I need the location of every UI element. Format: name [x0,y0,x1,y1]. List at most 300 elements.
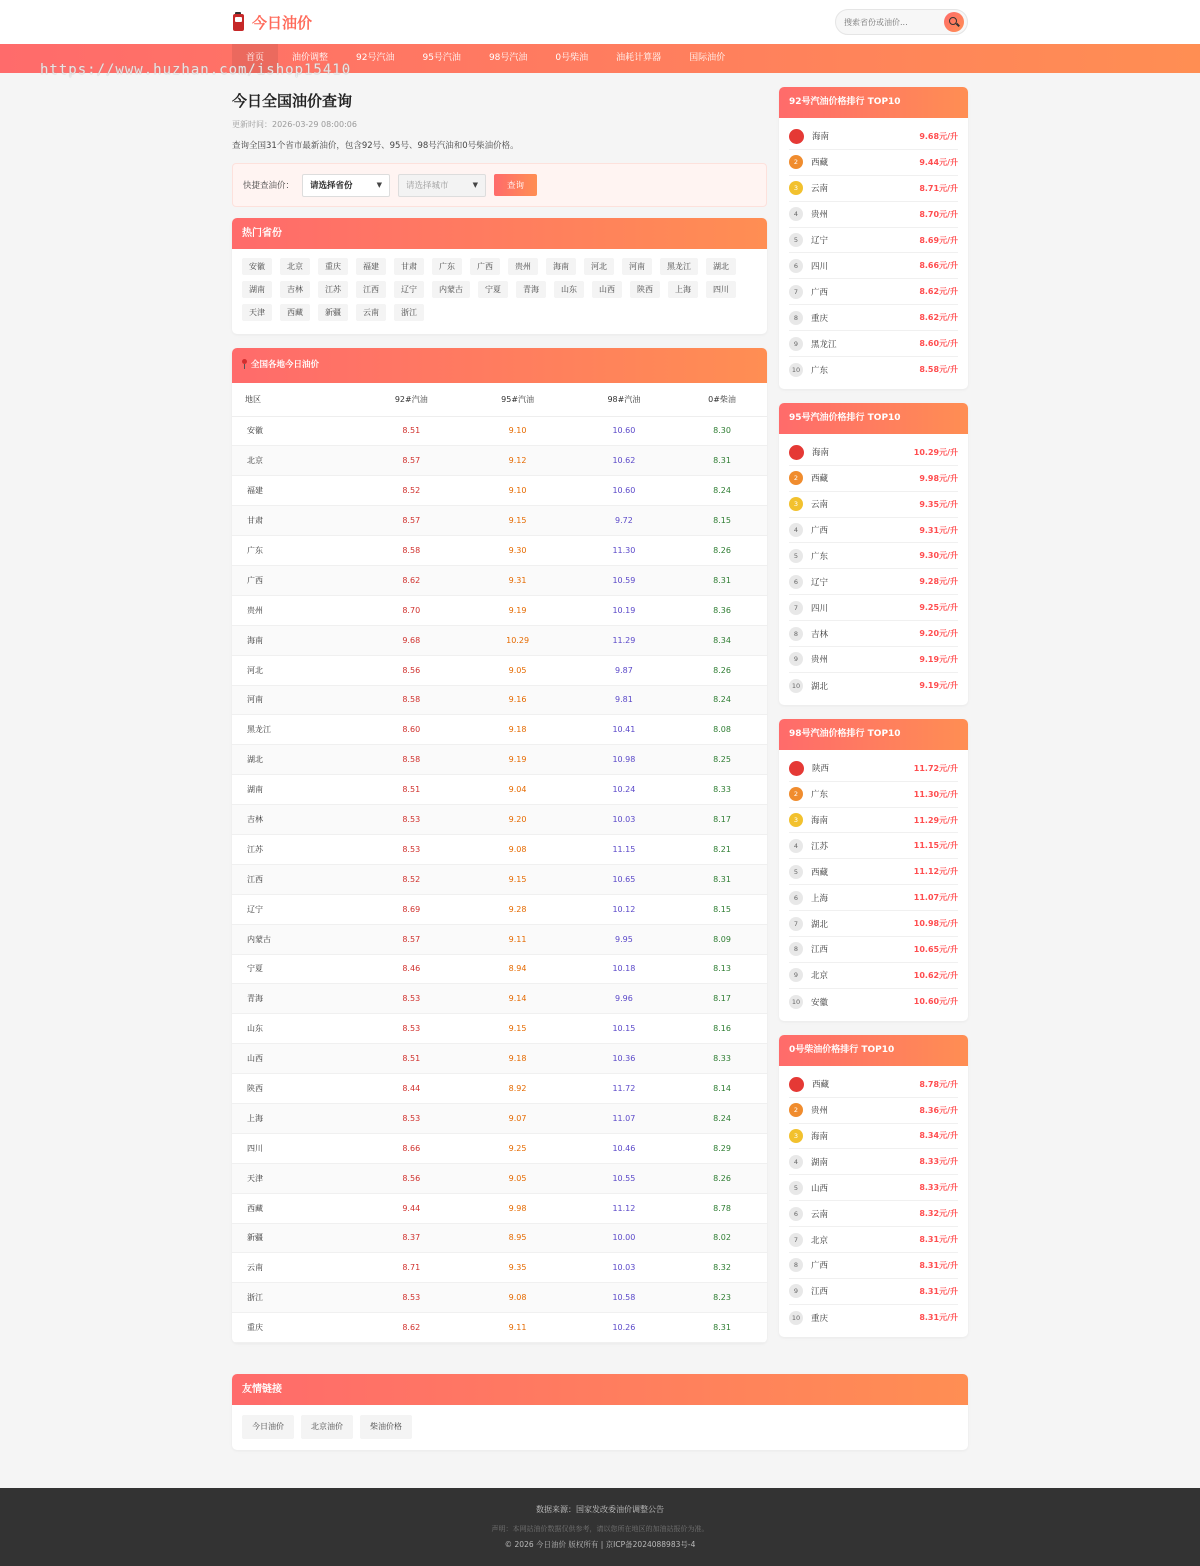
rank-province: 山西 [811,1183,829,1194]
price-0-cell: 8.29 [677,1133,767,1163]
rank-number: 4 [789,1155,803,1169]
rank-price: 8.71元/升 [919,183,958,193]
rank-province: 北京 [811,971,829,982]
province-tag[interactable]: 青海 [516,281,546,298]
table-row [232,446,767,476]
price-92-cell: 8.58 [358,685,464,715]
price-95-cell: 9.19 [464,595,570,625]
rank-province: 海南 [811,816,829,827]
price-95-cell: 8.95 [464,1223,570,1253]
search-box [835,9,968,35]
rank-price: 8.78元/升 [919,1079,958,1089]
ranking-item[interactable] [789,305,958,331]
ranking-item[interactable] [789,1227,958,1253]
friend-links-title: 友情链接 [232,1374,968,1405]
province-tag[interactable]: 辽宁 [394,281,424,298]
ranking-item[interactable] [789,808,958,834]
rank-number: 1 [789,445,804,460]
ranking-item[interactable] [789,1305,958,1331]
nav-item[interactable]: 国际油价 [689,53,726,63]
rank-number: 9 [789,968,803,982]
nav-item[interactable]: 95号汽油 [422,53,461,63]
price-0-cell: 8.17 [677,984,767,1014]
province-tag[interactable]: 北京 [280,258,310,275]
ranking-item[interactable] [789,1098,958,1124]
search-icon[interactable] [944,12,964,32]
friend-links-card [232,1374,968,1450]
ranking-item[interactable] [789,1279,958,1305]
rank-province: 四川 [811,261,829,272]
province-tag[interactable]: 新疆 [318,304,348,321]
column-header: 0#柴油 [677,383,767,416]
province-tag[interactable]: 内蒙古 [432,281,470,298]
price-92-cell: 8.53 [358,834,464,864]
rank-number: 1 [789,129,804,144]
rank-number: 8 [789,311,803,325]
region-cell: 江西 [232,864,358,894]
rank-price: 10.29元/升 [913,447,958,457]
rank-price: 11.07元/升 [913,893,958,903]
price-95-cell: 9.18 [464,1044,570,1074]
region-cell: 甘肃 [232,506,358,536]
price-92-cell: 8.44 [358,1074,464,1104]
price-95-cell: 9.11 [464,1313,570,1343]
rank-number: 5 [789,549,803,563]
price-98-cell: 10.60 [571,416,677,446]
rank-price: 11.30元/升 [913,789,958,799]
column-header: 98#汽油 [571,383,677,416]
price-92-cell: 8.53 [358,1103,464,1133]
price-95-cell: 9.14 [464,984,570,1014]
nav-item[interactable]: 首页 [232,44,278,73]
region-cell: 湖北 [232,745,358,775]
rank-province: 重庆 [811,313,829,324]
chevron-down-icon: ▼ [472,181,479,189]
rank-number: 3 [789,1129,803,1143]
region-cell: 四川 [232,1133,358,1163]
price-0-cell: 8.30 [677,416,767,446]
ranking-item[interactable] [789,466,958,492]
ranking-item[interactable] [789,279,958,305]
price-98-cell: 10.65 [571,864,677,894]
table-row [232,864,767,894]
price-98-cell: 9.96 [571,984,677,1014]
price-0-cell: 8.33 [677,1044,767,1074]
price-95-cell: 9.07 [464,1103,570,1133]
hot-provinces-list [232,249,767,334]
region-cell: 天津 [232,1163,358,1193]
rank-number: 10 [789,995,803,1009]
ranking-item[interactable] [789,331,958,357]
rank-province: 江西 [811,1287,829,1298]
ranking-item[interactable] [789,1175,958,1201]
rank-number: 3 [789,813,803,827]
price-95-cell: 9.15 [464,1014,570,1044]
province-tag[interactable]: 河北 [584,258,614,275]
rank-province: 西藏 [811,474,829,485]
rank-province: 湖北 [811,681,829,692]
rank-price: 8.32元/升 [919,1209,958,1219]
price-98-cell: 11.07 [571,1103,677,1133]
rank-province: 海南 [811,1131,829,1142]
ranking-item[interactable] [789,543,958,569]
friend-link[interactable]: 柴油价格 [360,1415,412,1439]
price-0-cell: 8.36 [677,595,767,625]
province-tag[interactable]: 江苏 [318,281,348,298]
price-98-cell: 10.59 [571,565,677,595]
region-cell: 云南 [232,1253,358,1283]
nav-item[interactable]: 0号柴油 [555,53,589,63]
ranking-item[interactable] [789,647,958,673]
nav-item[interactable]: 98号汽油 [488,53,528,63]
rank-number: 3 [789,497,803,511]
province-tag[interactable]: 陕西 [630,281,660,298]
price-92-cell: 8.53 [358,1283,464,1313]
column-header: 地区 [232,383,358,416]
price-98-cell: 11.30 [571,536,677,566]
price-98-cell: 10.36 [571,1044,677,1074]
ranking-card [779,719,968,1021]
price-95-cell: 9.08 [464,1283,570,1313]
ranking-item[interactable] [789,253,958,279]
rank-province: 广西 [811,287,829,298]
region-cell: 山西 [232,1044,358,1074]
price-98-cell: 10.46 [571,1133,677,1163]
price-98-cell: 10.03 [571,805,677,835]
price-92-cell: 8.52 [358,864,464,894]
nav-item[interactable]: 92号汽油 [356,53,395,63]
rank-number: 8 [789,1258,803,1272]
page-title: 今日全国油价查询 [232,92,353,110]
province-select[interactable] [302,174,390,197]
logo[interactable] [232,12,312,33]
ranking-card [779,403,968,705]
table-row [232,1014,767,1044]
table-row [232,924,767,954]
price-98-cell: 10.62 [571,446,677,476]
ranking-item[interactable] [789,202,958,228]
ranking-item[interactable] [789,963,958,989]
province-tag[interactable]: 贵州 [508,258,538,275]
table-row [232,984,767,1014]
province-tag[interactable]: 云南 [356,304,386,321]
price-92-cell: 8.57 [358,924,464,954]
price-table-header [232,348,767,383]
province-tag[interactable]: 江西 [356,281,386,298]
price-0-cell: 8.25 [677,745,767,775]
rank-number: 2 [789,155,803,169]
province-tag[interactable]: 湖北 [706,258,736,275]
province-tag[interactable]: 山东 [554,281,584,298]
friend-link[interactable]: 北京油价 [301,1415,353,1439]
price-98-cell: 10.58 [571,1283,677,1313]
rank-price: 8.66元/升 [919,261,958,271]
rank-province: 重庆 [811,1313,829,1324]
table-row [232,565,767,595]
province-tag[interactable]: 安徽 [242,258,272,275]
province-tag[interactable]: 吉林 [280,281,310,298]
price-92-cell: 8.53 [358,1014,464,1044]
rank-number: 3 [789,181,803,195]
ranking-item[interactable] [789,595,958,621]
table-row [232,536,767,566]
rank-province: 安徽 [811,997,829,1008]
rank-province: 吉林 [811,629,829,640]
province-tag[interactable]: 海南 [546,258,576,275]
rank-number: 6 [789,1207,803,1221]
province-tag[interactable]: 浙江 [394,304,424,321]
price-0-cell: 8.32 [677,1253,767,1283]
map-pin-icon [242,359,247,368]
chevron-down-icon: ▼ [376,181,383,189]
province-tag[interactable]: 河南 [622,258,652,275]
ranking-item[interactable] [789,911,958,937]
rank-price: 11.15元/升 [913,841,958,851]
price-98-cell: 9.95 [571,924,677,954]
province-tag[interactable]: 黑龙江 [660,258,698,275]
price-92-cell: 9.44 [358,1193,464,1223]
price-92-cell: 9.68 [358,625,464,655]
logo-text: 今日油价 [252,13,313,32]
rank-province: 云南 [811,184,829,195]
price-98-cell: 10.18 [571,954,677,984]
rank-number: 4 [789,839,803,853]
ranking-title: 95号汽油价格排行 TOP10 [779,403,968,434]
price-95-cell: 9.15 [464,506,570,536]
region-cell: 陕西 [232,1074,358,1104]
rank-price: 9.98元/升 [919,473,958,483]
rank-number: 4 [789,207,803,221]
friend-links-list [232,1405,968,1450]
price-92-cell: 8.60 [358,715,464,745]
rank-number: 6 [789,575,803,589]
rank-province: 西藏 [812,1080,830,1091]
ranking-item[interactable] [789,1149,958,1175]
rank-province: 广东 [811,551,829,562]
price-92-cell: 8.52 [358,476,464,506]
sidebar [779,87,968,1351]
friend-link[interactable]: 今日油价 [242,1415,294,1439]
nav-item[interactable]: 油耗计算器 [616,53,662,63]
price-98-cell: 10.55 [571,1163,677,1193]
rank-province: 西藏 [811,158,829,169]
ranking-item[interactable] [789,621,958,647]
price-98-cell: 11.72 [571,1074,677,1104]
province-tag[interactable]: 四川 [706,281,736,298]
region-cell: 湖南 [232,775,358,805]
price-95-cell: 8.94 [464,954,570,984]
ranking-item[interactable] [789,1072,958,1098]
rank-number: 9 [789,1284,803,1298]
footer-disclaimer: 声明：本网站油价数据仅供参考，请以您所在地区的加油站报价为准。 [491,1525,709,1533]
ranking-item[interactable] [789,124,958,150]
price-92-cell: 8.62 [358,565,464,595]
column-header: 92#汽油 [358,383,464,416]
table-row [232,685,767,715]
rank-number: 8 [789,627,803,641]
table-row [232,416,767,446]
site-header [0,0,1200,44]
region-cell: 河南 [232,685,358,715]
region-cell: 重庆 [232,1313,358,1343]
rank-number: 2 [789,471,803,485]
price-0-cell: 8.09 [677,924,767,954]
province-tag[interactable]: 重庆 [318,258,348,275]
province-tag[interactable]: 山西 [592,281,622,298]
rank-price: 9.20元/升 [919,629,958,639]
ranking-item[interactable] [789,150,958,176]
rank-province: 湖南 [811,1157,829,1168]
ranking-item[interactable] [789,756,958,782]
table-row [232,1163,767,1193]
ranking-item[interactable] [789,1253,958,1279]
table-row [232,1223,767,1253]
province-tag[interactable]: 西藏 [280,304,310,321]
query-button[interactable]: 查询 [494,174,537,196]
region-cell: 黑龙江 [232,715,358,745]
table-row [232,894,767,924]
table-row [232,476,767,506]
rank-province: 广西 [811,1261,829,1272]
price-0-cell: 8.31 [677,446,767,476]
region-cell: 河北 [232,655,358,685]
region-cell: 青海 [232,984,358,1014]
ranking-item[interactable] [789,885,958,911]
price-0-cell: 8.02 [677,1223,767,1253]
rank-price: 10.60元/升 [913,997,958,1007]
nav-item[interactable]: 油价调整 [292,53,329,63]
price-0-cell: 8.34 [677,625,767,655]
price-0-cell: 8.13 [677,954,767,984]
rank-price: 11.72元/升 [913,763,958,773]
ranking-item[interactable] [789,833,958,859]
province-tag[interactable]: 宁夏 [478,281,508,298]
ranking-item[interactable] [789,357,958,383]
table-row [232,625,767,655]
ranking-item[interactable] [789,518,958,544]
ranking-item[interactable] [789,937,958,963]
ranking-item[interactable] [789,1124,958,1150]
table-row [232,745,767,775]
column-header: 95#汽油 [464,383,570,416]
table-row [232,506,767,536]
hot-provinces-card [232,218,767,334]
region-cell: 新疆 [232,1223,358,1253]
ranking-title: 0号柴油价格排行 TOP10 [779,1035,968,1066]
hot-provinces-title: 热门省份 [232,218,767,249]
table-row [232,1074,767,1104]
rank-province: 云南 [811,1209,829,1220]
rank-price: 8.62元/升 [919,287,958,297]
table-row [232,805,767,835]
price-92-cell: 8.58 [358,745,464,775]
price-0-cell: 8.31 [677,565,767,595]
price-95-cell: 9.15 [464,864,570,894]
province-tag[interactable]: 上海 [668,281,698,298]
search-input[interactable] [844,18,944,27]
ranking-item[interactable] [789,440,958,466]
province-tag[interactable]: 福建 [356,258,386,275]
ranking-item[interactable] [789,673,958,699]
rank-price: 10.65元/升 [913,944,958,954]
rank-price: 9.35元/升 [919,499,958,509]
ranking-item[interactable] [789,1201,958,1227]
fuel-pump-icon [232,12,246,32]
province-tag[interactable]: 甘肃 [394,258,424,275]
price-table-title: 全国各地今日油价 [251,360,320,370]
price-98-cell: 10.19 [571,595,677,625]
rank-price: 8.34元/升 [919,1131,958,1141]
table-row [232,715,767,745]
ranking-item[interactable] [789,492,958,518]
table-row [232,1313,767,1343]
region-cell: 吉林 [232,805,358,835]
rank-province: 广东 [811,365,829,376]
rank-price: 8.31元/升 [919,1286,958,1296]
rank-price: 8.70元/升 [919,209,958,219]
price-95-cell: 9.05 [464,1163,570,1193]
price-95-cell: 9.11 [464,924,570,954]
region-cell: 内蒙古 [232,924,358,954]
price-0-cell: 8.08 [677,715,767,745]
rank-province: 北京 [811,1235,829,1246]
ranking-item[interactable] [789,859,958,885]
price-0-cell: 8.24 [677,685,767,715]
price-95-cell: 9.19 [464,745,570,775]
rank-number: 6 [789,891,803,905]
rank-province: 江苏 [811,841,829,852]
rank-province: 海南 [812,132,830,143]
rank-price: 8.31元/升 [919,1313,958,1323]
ranking-item[interactable] [789,782,958,808]
ranking-item[interactable] [789,228,958,254]
price-98-cell: 10.98 [571,745,677,775]
rank-number: 6 [789,259,803,273]
rank-number: 4 [789,523,803,537]
rank-number: 5 [789,233,803,247]
price-0-cell: 8.21 [677,834,767,864]
rank-province: 云南 [811,500,829,511]
price-98-cell: 11.29 [571,625,677,655]
province-tag[interactable]: 湖南 [242,281,272,298]
rank-province: 贵州 [811,655,829,666]
ranking-item[interactable] [789,569,958,595]
rank-price: 10.62元/升 [913,970,958,980]
rank-province: 辽宁 [811,577,829,588]
footer [0,1488,1200,1566]
province-select-value: 请选择省份 [310,181,353,191]
province-tag[interactable]: 广西 [470,258,500,275]
price-95-cell: 9.30 [464,536,570,566]
rank-number: 10 [789,363,803,377]
price-0-cell: 8.24 [677,476,767,506]
province-tag[interactable]: 天津 [242,304,272,321]
price-0-cell: 8.23 [677,1283,767,1313]
price-92-cell: 8.71 [358,1253,464,1283]
price-95-cell: 9.05 [464,655,570,685]
price-95-cell: 9.08 [464,834,570,864]
region-cell: 宁夏 [232,954,358,984]
ranking-item[interactable] [789,176,958,202]
ranking-item[interactable] [789,989,958,1015]
price-92-cell: 8.51 [358,775,464,805]
rank-number: 1 [789,761,804,776]
price-92-cell: 8.66 [358,1133,464,1163]
rank-province: 辽宁 [811,236,829,246]
province-tag[interactable]: 广东 [432,258,462,275]
city-select[interactable] [398,174,486,197]
price-92-cell: 8.56 [358,1163,464,1193]
